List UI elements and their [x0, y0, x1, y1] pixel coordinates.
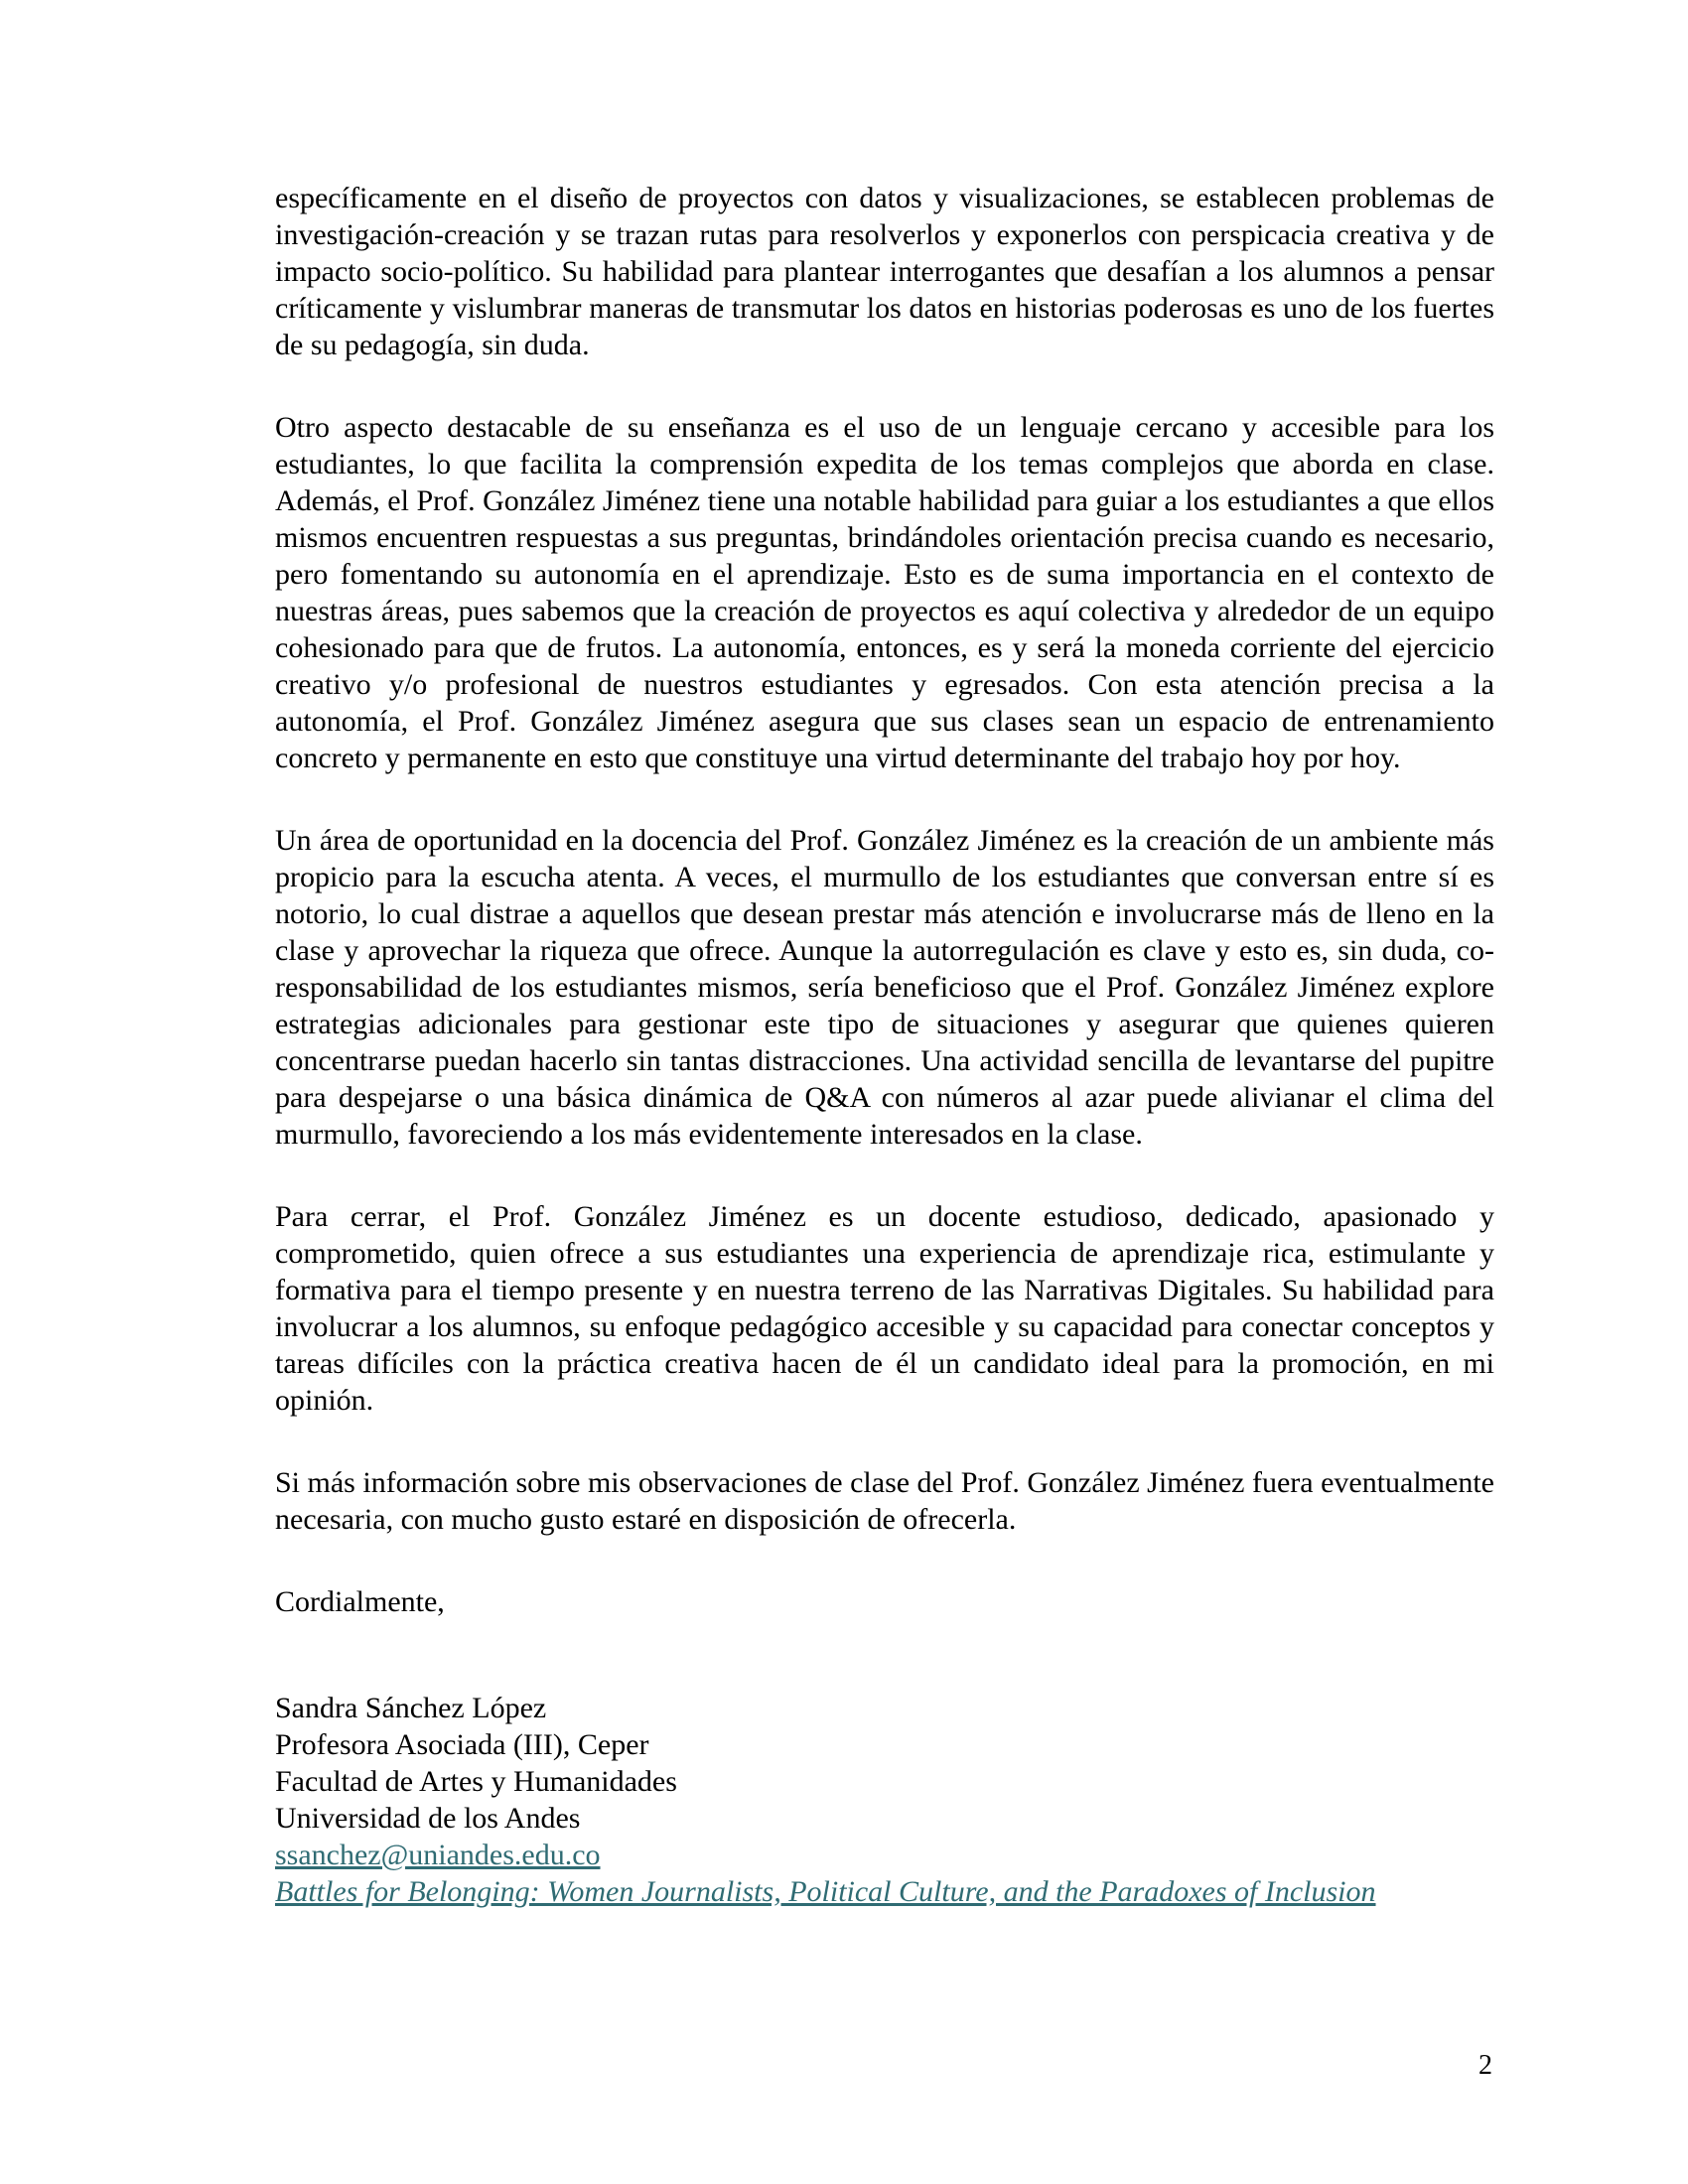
- closing-salutation: Cordialmente,: [275, 1585, 445, 1618]
- signer-university: Universidad de los Andes: [275, 1802, 581, 1835]
- paragraph-conclusion: Para cerrar, el Prof. González Jiménez es un docente estudioso, dedicado, apasionado y comprometido, quien ofrece a sus estudiantes una experiencia de aprendizaje rica, estimulante y formativa para el tiempo presente y en nuestra terreno de las Narrativas Digitales. Su habilidad para involucrar a los alumnos, su enfoque pedagógico accesible y su capacidad para conectar conceptos y tareas difíciles con la práctica creativa hacen de él un candidato ideal para la promoción, en mi opinión.: [275, 1200, 1494, 1417]
- paragraph-continuation: específicamente en el diseño de proyectos con datos y visualizaciones, se establecen problemas de investigación-creación y se trazan rutas para resolverlos y exponerlos con perspicacia creativa y de impacto socio-político. Su habilidad para plantear interrogantes que desafían a los alumnos a pensar críticamente y vislumbrar maneras de transmutar los datos en historias poderosas es uno de los fuertes de su pedagogía, sin duda.: [275, 182, 1494, 361]
- paragraph-offer-more-info: Si más información sobre mis observaciones de clase del Prof. González Jiménez fuera eventualmente necesaria, con mucho gusto estaré en disposición de ofrecerla.: [275, 1466, 1494, 1536]
- page-number: 2: [1478, 2050, 1492, 2081]
- signer-faculty: Facultad de Artes y Humanidades: [275, 1765, 677, 1798]
- signature-block: [275, 1690, 1494, 1910]
- signer-name: Sandra Sánchez López: [275, 1692, 547, 1724]
- paragraph-opportunity-area: Un área de oportunidad en la docencia del Prof. González Jiménez es la creación de un ambiente más propicio para la escucha atenta. A veces, el murmullo de los estudiantes que conversan entre sí es notorio, lo cual distrae a aquellos que desean prestar más atención e involucrarse más de lleno en la clase y aprovechar la riqueza que ofrece. Aunque la autorregulación es clave y esto es, sin duda, co-responsabilidad de los estudiantes mismos, sería beneficioso que el Prof. González Jiménez explore estrategias adicionales para gestionar este tipo de situaciones y asegurar que quienes quieren concentrarse puedan hacerlo sin tantas distracciones. Una actividad sencilla de levantarse del pupitre para despejarse o una básica dinámica de Q&A con números al azar puede alivianar el clima del murmullo, favoreciendo a los más evidentemente interesados en la clase.: [275, 824, 1494, 1151]
- publication-link[interactable]: Battles for Belonging: Women Journalists, Political Culture, and the Paradoxes of Inclusion: [275, 1875, 1376, 1908]
- paragraph-teaching-language: Otro aspecto destacable de su enseñanza es el uso de un lenguaje cercano y accesible para los estudiantes, lo que facilita la comprensión expedita de los temas complejos que aborda en clase. Además, el Prof. González Jiménez tiene una notable habilidad para guiar a los estudiantes a que ellos mismos encuentren respuestas a sus preguntas, brindándoles orientación precisa cuando es necesario, pero fomentando su autonomía en el aprendizaje. Esto es de suma importancia en el contexto de nuestras áreas, pues sabemos que la creación de proyectos es aquí colectiva y alrededor de un equipo cohesionado para que de frutos. La autonomía, entonces, es y será la moneda corriente del ejercicio creativo y/o profesional de nuestros estudiantes y egresados. Con esta atención precisa a la autonomía, el Prof. González Jiménez asegura que sus clases sean un espacio de entrenamiento concreto y permanente en esto que constituye una virtud determinante del trabajo hoy por hoy.: [275, 411, 1494, 774]
- signer-title: Profesora Asociada (III), Ceper: [275, 1728, 649, 1761]
- letter-body: [275, 180, 1494, 1910]
- email-link[interactable]: ssanchez@uniandes.edu.co: [275, 1839, 601, 1871]
